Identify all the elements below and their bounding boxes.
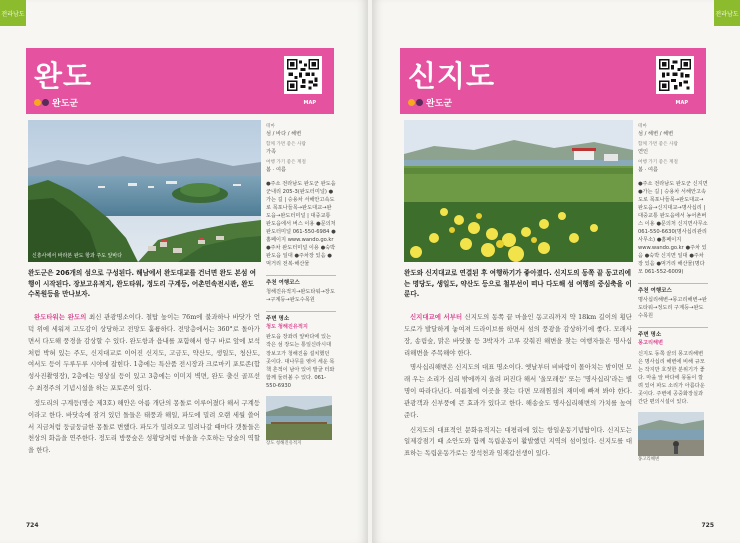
nearby-name: 청도 청해진유적지 — [266, 324, 308, 331]
map-label: MAP — [675, 100, 688, 106]
main-photo — [404, 120, 633, 262]
highlight-phrase: 완도타워는 완도의 — [34, 313, 87, 321]
right-page — [372, 0, 740, 543]
district-subtitle — [408, 96, 452, 109]
course-text: 명사십리해변→몽고리해변→완도타워→정도리 구계등→완도수목원 — [638, 296, 707, 319]
theme-value: 섬 / 바다 / 해변 — [266, 131, 302, 138]
nearby-photo-caption: 몽고리해변 — [638, 456, 660, 462]
body-text — [28, 312, 260, 460]
body-paragraph — [28, 312, 260, 395]
orange-dot-icon — [408, 99, 415, 106]
theme-label: 테마 — [266, 124, 275, 129]
companion-label: 함께 가면 좋은 사람 — [638, 142, 678, 148]
info-sidebar — [638, 122, 708, 464]
nearby-text: 완도읍 장좌리 앞바다에 있는 작은 섬 장도는 통일신라시대 장보고가 청해진을 설치했던 곳이다. 대나무를 엮어 세운 목책 흔적이 남아 있어 발굴 터와 함께 둘러볼 수 있다. 061-550-6930 — [266, 334, 335, 389]
nearby-text: 신지도 동쪽 끝의 몽고리해변은 명사십리 해변에 비해 규모는 작지만 호젓한 분위기가 좋다. 마을 앞 바다에 몽돌이 깔려 있어 파도 소리가 아름다운 곳이다. 주변에 공중화장실과 간단 편의시설이 있다. — [638, 350, 705, 405]
body-paragraph: 정도리의 구계등(명승 제3호) 해안은 아름 개단의 몽돌로 이루어졌다 해서 구계등이라고 한다. 바닷속에 잠겨 있던 돌들은 태풍과 해일, 파도에 밀려 오랜 세월 쓸어서 지금처럼 둥글둥글한 몽돌로 변했다. 파도가 밀려오고 밀려나갈 때마다 갯돌들은 천상의 화음을 연주한다. 정도리 방풍숲은 성황당처럼 마을을 수호하는 당숲의 역할을 한다. — [28, 398, 260, 455]
course-heading: 추천 여행코스 — [638, 283, 708, 296]
district-name: 완도군 — [52, 99, 79, 109]
page-title: 완도 — [34, 59, 93, 93]
nearby-photo-caption: 장도 청해진유적지 — [266, 440, 302, 446]
body-text — [404, 312, 632, 463]
season-label: 여행 가기 좋은 계절 — [266, 160, 306, 166]
season-label: 여행 가기 좋은 계절 — [638, 160, 678, 166]
page-number: 725 — [701, 522, 714, 529]
theme-value: 섬 / 해변 / 해변 — [638, 131, 674, 138]
theme-label: 테마 — [638, 124, 647, 129]
nearby-heading: 주변 명소 — [638, 327, 708, 340]
highlight-phrase: 신지대교에 서부터 — [410, 313, 463, 321]
paragraph-text: 신지도의 동쪽 끝 마을인 동고리까지 약 18km 길이의 횡단도로가 발달하게 놓여져 드라이브를 하면서 섬의 풍광을 감상하기에 좋다. 모래사장, 송림숲, 맑은 바닷물 등 3박자가 고루 갖춰진 해변을 찾는 여행자들은 명사십리해변을 주목해야 한다. — [404, 313, 632, 357]
companion-value: 연인 — [638, 149, 649, 156]
qr-code-icon[interactable] — [284, 56, 322, 94]
nearby-photo — [638, 412, 704, 456]
travel-info: ●주소 전라남도 완도군 완도읍 군내리 205-3(완도터미널) ●가는 길 | 승용차 서해안고속도로 목포나들목→완도대교→완도읍→완도터미널 | 대중교통 완도읍에서 버스 이용 ●문의처 완도터미널 061-550-6984 ●홈페이지 www.wando.go.kr ●주차 완도터미널 이용 ●숙박 완도읍 일대 ●주차장 있음 ●먹거리 전복·해산물 — [266, 180, 336, 268]
district-name: 완도군 — [426, 99, 453, 109]
district-subtitle — [34, 96, 78, 109]
body-paragraph: 명사십리해변은 신지도의 대표 명소이다. 옛날부터 비바람이 몰아치는 밤이면 모래 우는 소리가 십리 밖에까지 울려 퍼진다 해서 '울모래등' 또는 '명사십리'라는 별명이 따라다닌다. 여름철에 이곳을 찾는 다면 모래찜질의 재미에 빠져 봐야 한다. 관광객과 신부풍에 큰 효과가 있다고 한다. 해송숲도 명사십리해변의 가치를 높여준다. — [404, 363, 633, 419]
purple-dot-icon — [416, 99, 423, 106]
body-paragraph — [404, 312, 632, 359]
qr-code-icon[interactable] — [656, 56, 694, 94]
paragraph-text: 최신 관광명소이다. 철탑 높이는 76m에 불과하나 바닷가 언덕 위에 세워져 고도감이 상당하고 전망도 훌륭하다. 전망층에서는 360°로 돌아가면서 다도해 풍경을 감상할 수 있다. 완도항과 읍내를 포함해서 항구 바로 앞에 보석처럼 박혀 있는 주도, 신지대교로 이어진 신지도, 고금도, 약산도, 생일도, 청산도, 여서도 등이 두루두루 시야에 잡힌다. 1층에는 특산품 전시장과 크로마키 포토존(합성사진촬영장), 2층에는 영상실 등이 있고 3층에는 이미지 벽면, 완도 출신 골프선수 최경주의 기념시설을 하는 포토존이 있다. — [28, 313, 260, 393]
course-heading: 추천 여행코스 — [266, 275, 336, 288]
region-tab: 전라남도 — [0, 0, 26, 26]
nearby-name: 몽고리해변 — [638, 340, 664, 347]
nearby-photo — [266, 396, 332, 440]
body-paragraph: 신지도의 대표적인 문화유적지는 대평리에 있는 항일운동기념탑이다. 신지도는 일제강점기 때 소안도와 함께 독립운동이 활발했던 지역의 섬이었다. 신지도를 대표하는 독립운동가로는 장석천과 임재갑선생이 있다. — [404, 425, 632, 458]
lead-paragraph: 완도군은 206개의 섬으로 구성된다. 해남에서 완도대교를 건너면 완도 본섬 여행이 시작된다. 장보고유적지, 완도타워, 정도리 구계등, 어촌민속전시관, 완도수목원등을 만나보자. — [28, 269, 257, 299]
purple-dot-icon — [42, 99, 49, 106]
course-text: 청해진유적지→완도타워→장도→구계등→완도수목원 — [266, 288, 335, 303]
orange-dot-icon — [34, 99, 41, 106]
page-title: 신지도 — [408, 59, 496, 93]
map-label: MAP — [303, 100, 316, 106]
season-value: 봄 · 여름 — [266, 167, 286, 174]
season-value: 봄 · 여름 — [638, 167, 658, 174]
lead-paragraph: 완도와 신지대교로 연결된 후 여행하기가 좋아졌다. 신지도의 동쪽 끝 동고리에는 명당도, 생일도, 약산도 등으로 철부선이 떠나 다도해 섬 여행의 중심축을 이룬다. — [404, 269, 632, 299]
page-number: 724 — [26, 522, 39, 529]
travel-info: ●주소 전라남도 완도군 신지면 ●가는 길 | 승용차 서해안고속도로 목포나들목→완도대교→완도읍→신지대교→명사십리 | 대중교통 완도읍에서 농어촌버스 이용 ●문의처 신지면사무소 061-550-6630(명사십리관리사무소) ●홈페이지 www.wando.go.kr ●주차 있음 ●숙박 신지면 일대 ●주차장 있음 ●먹거리 해산물(명다모 061-552-6009) — [638, 180, 708, 276]
info-sidebar — [266, 122, 336, 448]
companion-value: 가족 — [266, 149, 277, 156]
region-tab: 전라남도 — [714, 0, 740, 26]
photo-caption: 신흥사에서 바라본 완도 항과 주도 앞바다 — [32, 253, 123, 259]
main-photo — [28, 120, 261, 262]
left-page — [0, 0, 368, 543]
nearby-heading: 주변 명소 — [266, 311, 336, 324]
companion-label: 함께 가면 좋은 사람 — [266, 142, 306, 148]
